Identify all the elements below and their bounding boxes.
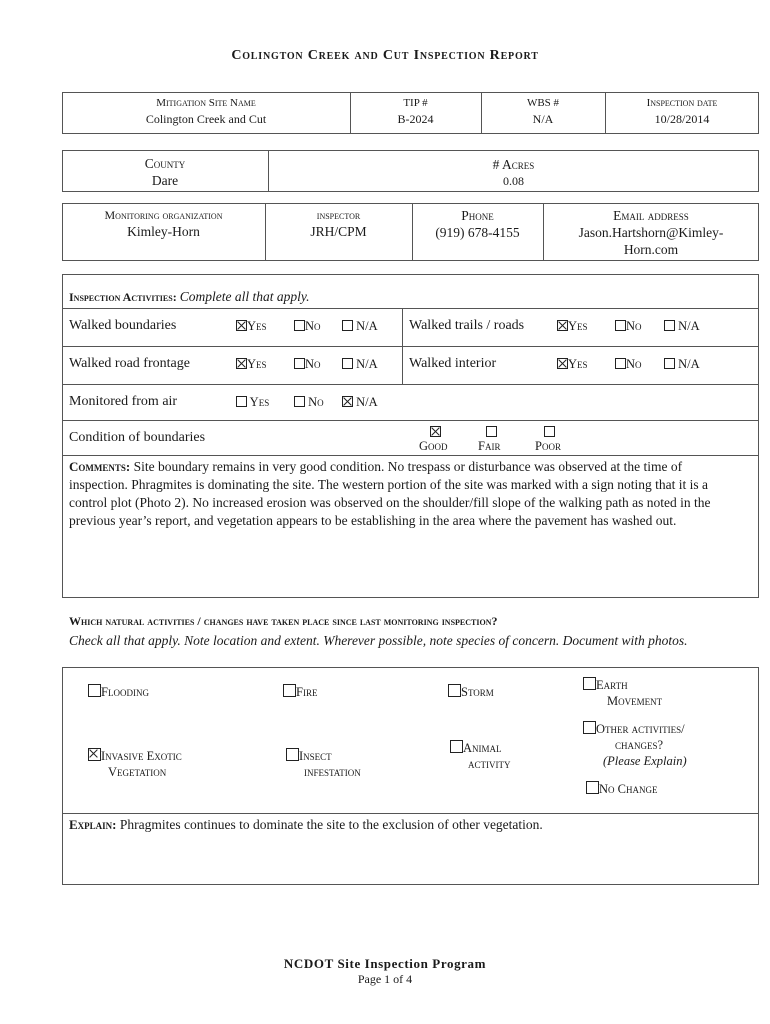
acres-label: # Acres <box>492 157 535 172</box>
county-value: Dare <box>151 173 179 188</box>
report-title: Colington Creek and Cut Inspection Report <box>231 48 539 63</box>
walked-trails-no[interactable]: No <box>615 319 642 334</box>
insect-infestation-option[interactable]: Insect infestation <box>286 748 361 780</box>
walked-road-frontage-no[interactable]: No <box>294 357 321 372</box>
walked-road-frontage-na[interactable]: N/A <box>342 357 378 372</box>
email-value-line1: Jason.Hartshorn@Kimley- <box>578 225 724 240</box>
comments-label: Comments: <box>69 459 131 474</box>
checkbox-icon <box>544 426 555 437</box>
date-label: Inspection date <box>646 97 718 109</box>
condition-label: Condition of boundaries <box>69 430 206 445</box>
checkbox-checked-icon <box>88 748 101 761</box>
checkbox-icon <box>615 320 626 331</box>
walked-boundaries-yes[interactable]: Yes <box>236 319 267 334</box>
checkbox-checked-icon <box>557 358 568 369</box>
condition-fair-label: Fair <box>478 439 501 453</box>
walked-trails-na[interactable]: N/A <box>664 319 700 334</box>
footer-page-number: Page 1 of 4 <box>357 972 413 986</box>
site-name-label: Mitigation Site Name <box>156 97 256 109</box>
walked-road-frontage-label: Walked road frontage <box>69 356 190 371</box>
checkbox-checked-icon <box>342 396 353 407</box>
invasive-exotic-vegetation-option[interactable]: Invasive Exotic Vegetation <box>88 748 182 780</box>
other-activities-option[interactable]: Other activities/ changes? (Please Explain) <box>583 721 687 769</box>
checkbox-checked-icon <box>236 320 247 331</box>
checkbox-icon <box>586 781 599 794</box>
org-label: Monitoring organization <box>104 208 223 222</box>
checkbox-icon <box>342 320 353 331</box>
walked-boundaries-na[interactable]: N/A <box>342 319 378 334</box>
walked-boundaries-label: Walked boundaries <box>69 318 177 333</box>
checkbox-checked-icon <box>557 320 568 331</box>
checkbox-icon <box>236 396 247 407</box>
checkbox-icon <box>615 358 626 369</box>
natural-heading: Which natural activities / changes have taken place since last monitoring inspection? <box>69 614 498 628</box>
county-label: County <box>144 156 186 171</box>
walked-trails-label: Walked trails / roads <box>409 318 525 333</box>
no-change-option[interactable]: No Change <box>586 781 658 797</box>
email-value-line2: Horn.com <box>623 242 679 257</box>
checkbox-icon <box>286 748 299 761</box>
date-value: 10/28/2014 <box>654 112 710 126</box>
checkbox-icon <box>664 320 675 331</box>
inspector-value: JRH/CPM <box>310 224 367 239</box>
checkbox-checked-icon <box>430 426 441 437</box>
monitored-from-air-label: Monitored from air <box>69 394 178 409</box>
checkbox-icon <box>283 684 296 697</box>
checkbox-icon <box>583 721 596 734</box>
condition-good-label: Good <box>419 439 448 453</box>
walked-interior-yes[interactable]: Yes <box>557 357 588 372</box>
checkbox-checked-icon <box>236 358 247 369</box>
monitored-from-air-no[interactable]: No <box>294 395 324 410</box>
walked-interior-no[interactable]: No <box>615 357 642 372</box>
animal-activity-option[interactable]: Animal activity <box>450 740 511 772</box>
checkbox-icon <box>342 358 353 369</box>
wbs-value: N/A <box>532 112 554 126</box>
monitored-from-air-yes[interactable]: Yes <box>236 395 269 410</box>
flooding-option[interactable]: Flooding <box>88 684 149 700</box>
tip-label: TIP # <box>403 97 428 109</box>
earth-movement-option[interactable]: Earth Movement <box>583 677 662 709</box>
checkbox-icon <box>450 740 463 753</box>
site-name-value: Colington Creek and Cut <box>145 112 267 126</box>
phone-value: (919) 678-4155 <box>435 225 520 240</box>
walked-road-frontage-yes[interactable]: Yes <box>236 357 267 372</box>
checkbox-icon <box>664 358 675 369</box>
phone-label: Phone <box>461 208 494 223</box>
comments-block <box>69 458 725 530</box>
checkbox-icon <box>294 320 305 331</box>
storm-option[interactable]: Storm <box>448 684 494 700</box>
email-label: Email address <box>613 208 689 223</box>
explain-text: Phragmites continues to dominate the site to the exclusion of other vegetation. <box>119 817 543 832</box>
footer-program: NCDOT Site Inspection Program <box>283 956 487 971</box>
walked-interior-label: Walked interior <box>409 356 497 371</box>
checkbox-icon <box>294 396 305 407</box>
fire-option[interactable]: Fire <box>283 684 317 700</box>
checkbox-icon <box>583 677 596 690</box>
checkbox-icon <box>448 684 461 697</box>
activities-instruction: Complete all that apply. <box>179 289 310 304</box>
activities-heading: Inspection Activities: <box>69 290 177 304</box>
walked-interior-na[interactable]: N/A <box>664 357 700 372</box>
checkbox-icon <box>88 684 101 697</box>
monitored-from-air-na[interactable]: N/A <box>342 395 378 410</box>
checkbox-icon <box>294 358 305 369</box>
walked-boundaries-no[interactable]: No <box>294 319 321 334</box>
inspector-label: inspector <box>316 208 361 222</box>
comments-text: Site boundary remains in very good condition. No trespass or disturbance was observed at the time of inspection. Phragmites is dominating the site. The western portion of the site was marked with a sign noting that it is a control plot (Photo 2). No increased erosion was observed on the shoulder/fill slope of the walking path as noted in the previous year’s report, and vegetation appears to be establishing in the area where the pavement has washed out. <box>69 459 711 528</box>
wbs-label: WBS # <box>526 97 560 109</box>
checkbox-icon <box>486 426 497 437</box>
walked-trails-yes[interactable]: Yes <box>557 319 588 334</box>
org-value: Kimley-Horn <box>127 224 200 239</box>
tip-value: B-2024 <box>397 112 434 126</box>
explain-label: Explain: <box>69 817 117 832</box>
condition-poor-label: Poor <box>535 439 561 453</box>
acres-value: 0.08 <box>503 174 524 188</box>
natural-instruction: Check all that apply. Note location and extent. Wherever possible, note species of concern. Document with photos. <box>69 633 688 648</box>
